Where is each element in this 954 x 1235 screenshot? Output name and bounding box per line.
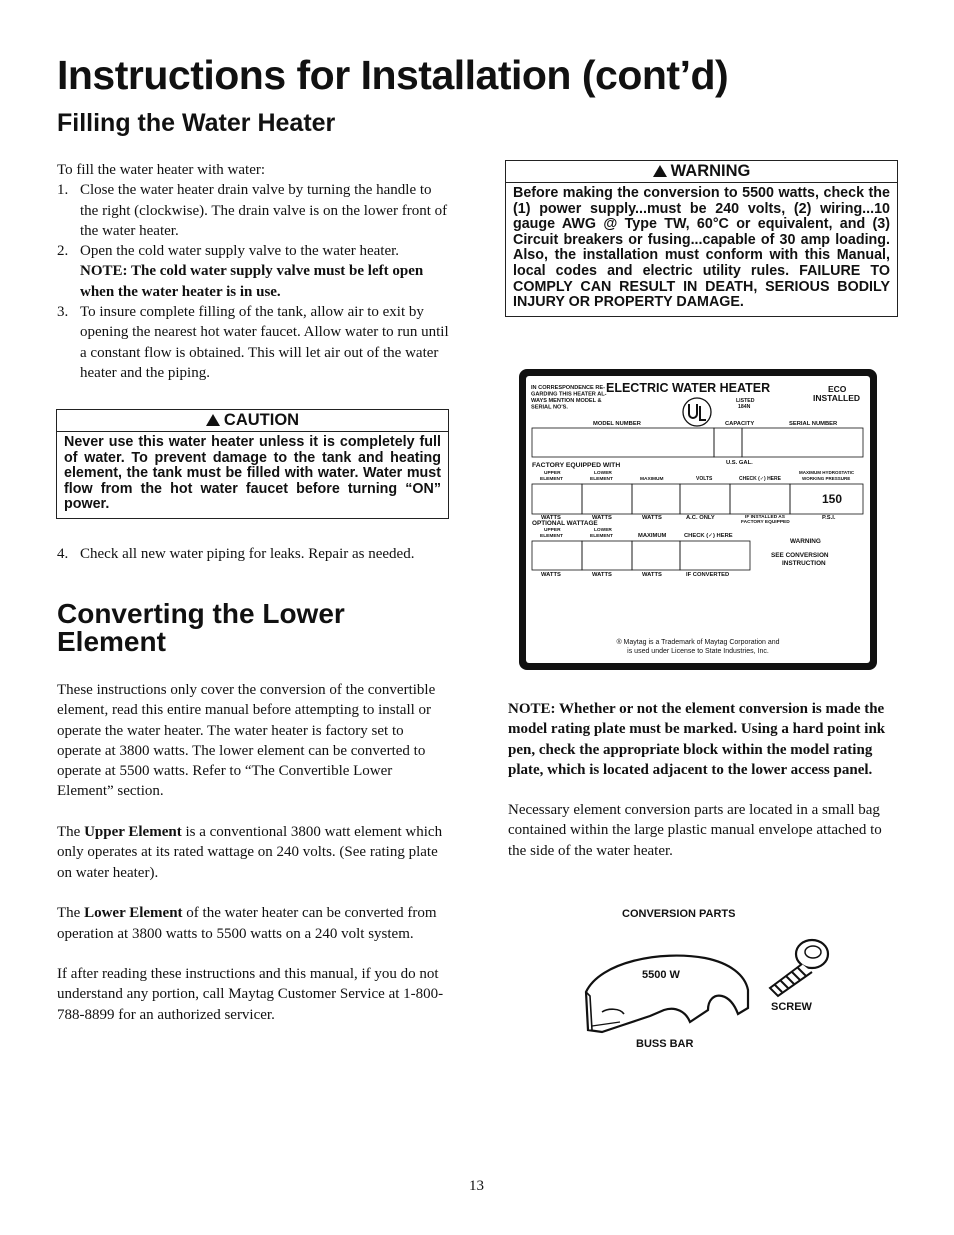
plate-factory-equipped: FACTORY EQUIPPED WITH <box>532 462 621 469</box>
buss-bar-label: BUSS BAR <box>636 1038 694 1050</box>
plate-listed: LISTED <box>736 398 755 404</box>
converting-heading: Converting the Lower Element <box>57 598 345 657</box>
page-number: 13 <box>469 1178 484 1194</box>
plate-listed-number: 184N <box>738 404 751 410</box>
caution-text: Never use this water heater unless it is completely full of water. To prevent damage to the tank and heating element, the tank must be filled with water. Water must flow from the hot water faucet before turning “ON” power. <box>64 434 441 513</box>
plate-lower-short: LOWER <box>594 471 612 476</box>
plate-maximum: MAXIMUM <box>638 533 667 539</box>
plate-watts: WATTS <box>592 572 612 578</box>
step-number: 1. <box>57 182 69 199</box>
filling-step-4 <box>57 544 452 564</box>
converting-section <box>57 680 449 1045</box>
plate-warning: WARNING <box>790 538 821 545</box>
rating-plate-drawing <box>526 376 870 663</box>
filling-heading: Filling the Water Heater <box>57 109 336 137</box>
screw-icon <box>770 940 828 996</box>
step-text: To insure complete filling of the tank, allow air to exit by opening the nearest hot water faucet. Allow water to run until a constant flow is obtained. This will let air out of the water heater and the piping. <box>80 304 449 381</box>
step-number: 3. <box>57 304 69 321</box>
plate-eco-installed: INSTALLED <box>813 393 861 403</box>
step-text: Check all new water piping for leaks. Repair as needed. <box>80 546 415 562</box>
plate-watts: WATTS <box>541 572 561 578</box>
plate-instruction: INSTRUCTION <box>782 560 826 567</box>
converting-paragraph: These instructions only cover the conversion of the convertible element, read this entire manual before attempting to install or operate the water heater. The water heater is factory set to operate at 3800 watts. The lower element can be converted to operate at 5500 watts. Refer to “The Convertible Lower Element” section. <box>57 682 436 800</box>
warning-text: Before making the conversion to 5500 watts, check the (1) power supply...must be 240 volts, (2) wiring...10 gauge AWG @ Type TW, 60°C or equivalent, and (3) Circuit breakers or fusing...capable of 30 amp loading. Also, the installation must conform with this Manual, local codes and electric utility rules. FAILURE TO COMPLY CAN RESULT IN DEATH, SERIOUS BODILY INJURY OR PROPERTY DAMAGE. <box>513 185 890 311</box>
plate-trademark: is used under License to State Industries, Inc. <box>627 648 769 655</box>
filling-steps <box>57 180 452 383</box>
plate-see-conversion: SEE CONVERSION <box>771 552 829 559</box>
parts-location-text: Necessary element conversion parts are located in a small bag contained within the large plastic manual envelope attached to the side of the water heater. <box>508 802 882 859</box>
caution-box <box>56 409 449 519</box>
caution-header <box>57 410 448 432</box>
plate-element-short: ELEMENT <box>540 477 563 482</box>
plate-check-here: CHECK (✓) HERE <box>684 533 733 539</box>
plate-if-installed: IF INSTALLED AS <box>745 515 785 520</box>
plate-corr-line: GARDING THIS HEATER AL- <box>531 391 607 398</box>
lower-element-term: Lower Element <box>84 905 183 922</box>
warning-triangle-icon <box>653 165 667 177</box>
screw-label: SCREW <box>771 1001 812 1013</box>
plate-eco: ECO <box>828 384 847 394</box>
filling-intro: To fill the water heater with water: <box>57 162 266 178</box>
list-item <box>57 180 452 241</box>
step-text: Close the water heater drain valve by turning the handle to the right (clockwise). The drain valve is on the lower front of the water heater. <box>80 182 448 239</box>
ul-logo-icon <box>683 398 711 426</box>
plate-max-hydro: MAXIMUM HYDROSTATIC <box>799 470 855 475</box>
list-item <box>57 544 452 564</box>
plate-factory-equipped-short: FACTORY EQUIPPED <box>741 520 790 525</box>
plate-corr-line: SERIAL NO'S. <box>531 404 568 411</box>
plate-element-short: ELEMENT <box>590 477 613 482</box>
plate-watts: WATTS <box>642 515 662 521</box>
conversion-parts-title: CONVERSION PARTS <box>622 908 736 920</box>
conversion-parts-diagram <box>580 930 840 1055</box>
plate-upper-short: UPPER <box>544 471 561 476</box>
buss-bar-value-label: 5500 W <box>642 969 680 981</box>
warning-label: WARNING <box>670 162 751 180</box>
warning-triangle-icon <box>206 414 220 426</box>
plate-element-short: ELEMENT <box>540 534 563 539</box>
plate-upper-short: UPPER <box>544 528 561 533</box>
plate-element-short: ELEMENT <box>590 534 613 539</box>
buss-bar-icon <box>586 956 748 1032</box>
plate-check-here: CHECK (✓) HERE <box>739 476 781 482</box>
plate-trademark: ® Maytag is a Trademark of Maytag Corporation and <box>616 639 780 646</box>
converting-paragraph: The Lower Element of the water heater can be converted from operation at 3800 watts to 5500 watts on a 240 volt system. <box>57 905 437 942</box>
rating-plate-note: NOTE: Whether or not the element conversion is made the model rating plate must be marked. Using a hard point ink pen, check the appropriate block within the model rating plate, which is located adjacent to the lower access panel. <box>508 701 886 778</box>
plate-volts: VOLTS <box>696 476 713 482</box>
plate-us-gal: U.S. GAL. <box>726 460 753 466</box>
plate-corr-line: IN CORRESPONDENCE RE- <box>531 385 605 391</box>
plate-pressure-value: 150 <box>822 492 843 506</box>
filling-section <box>57 160 452 383</box>
plate-if-converted: IF CONVERTED <box>686 572 730 578</box>
plate-ac-only: A.C. ONLY <box>686 515 715 521</box>
plate-optional-wattage: OPTIONAL WATTAGE <box>532 520 598 527</box>
page-title: Instructions for Installation (cont’d) <box>57 52 729 98</box>
plate-watts: WATTS <box>541 515 561 521</box>
step-number: 4. <box>57 546 69 562</box>
rating-plate <box>519 369 877 670</box>
list-item <box>57 241 452 302</box>
caution-label: CAUTION <box>223 411 300 429</box>
warning-box <box>505 160 898 317</box>
step-text: Open the cold water supply valve to the water heater. <box>80 243 400 260</box>
warning-header <box>506 161 897 183</box>
plate-model-number-label: MODEL NUMBER <box>593 421 641 427</box>
plate-lower-short: LOWER <box>594 528 612 533</box>
upper-element-term: Upper Element <box>84 824 182 841</box>
plate-serial-number-label: SERIAL NUMBER <box>789 421 838 427</box>
step-number: 2. <box>57 243 69 260</box>
converting-paragraph: If after reading these instructions and this manual, if you do not understand any portion, call Maytag Customer Service at 1-800-788-8899 for an authorized servicer. <box>57 966 444 1023</box>
plate-title: ELECTRIC WATER HEATER <box>606 381 771 395</box>
plate-maximum: MAXIMUM <box>640 477 664 482</box>
list-item <box>57 302 452 383</box>
plate-working-pressure: WORKING PRESSURE <box>802 476 851 481</box>
step-note: NOTE: The cold water supply valve must be left open when the water heater is in use. <box>80 263 424 300</box>
plate-psi: P.S.I. <box>822 515 836 521</box>
converting-paragraph: The Upper Element is a conventional 3800 watt element which only operates at its rated wattage on 240 volts. (See rating plate on water heater). <box>57 824 443 881</box>
plate-corr-line: WAYS MENTION MODEL & <box>531 398 602 404</box>
plate-watts: WATTS <box>642 572 662 578</box>
plate-watts: WATTS <box>592 515 612 521</box>
plate-capacity-label: CAPACITY <box>725 421 755 427</box>
